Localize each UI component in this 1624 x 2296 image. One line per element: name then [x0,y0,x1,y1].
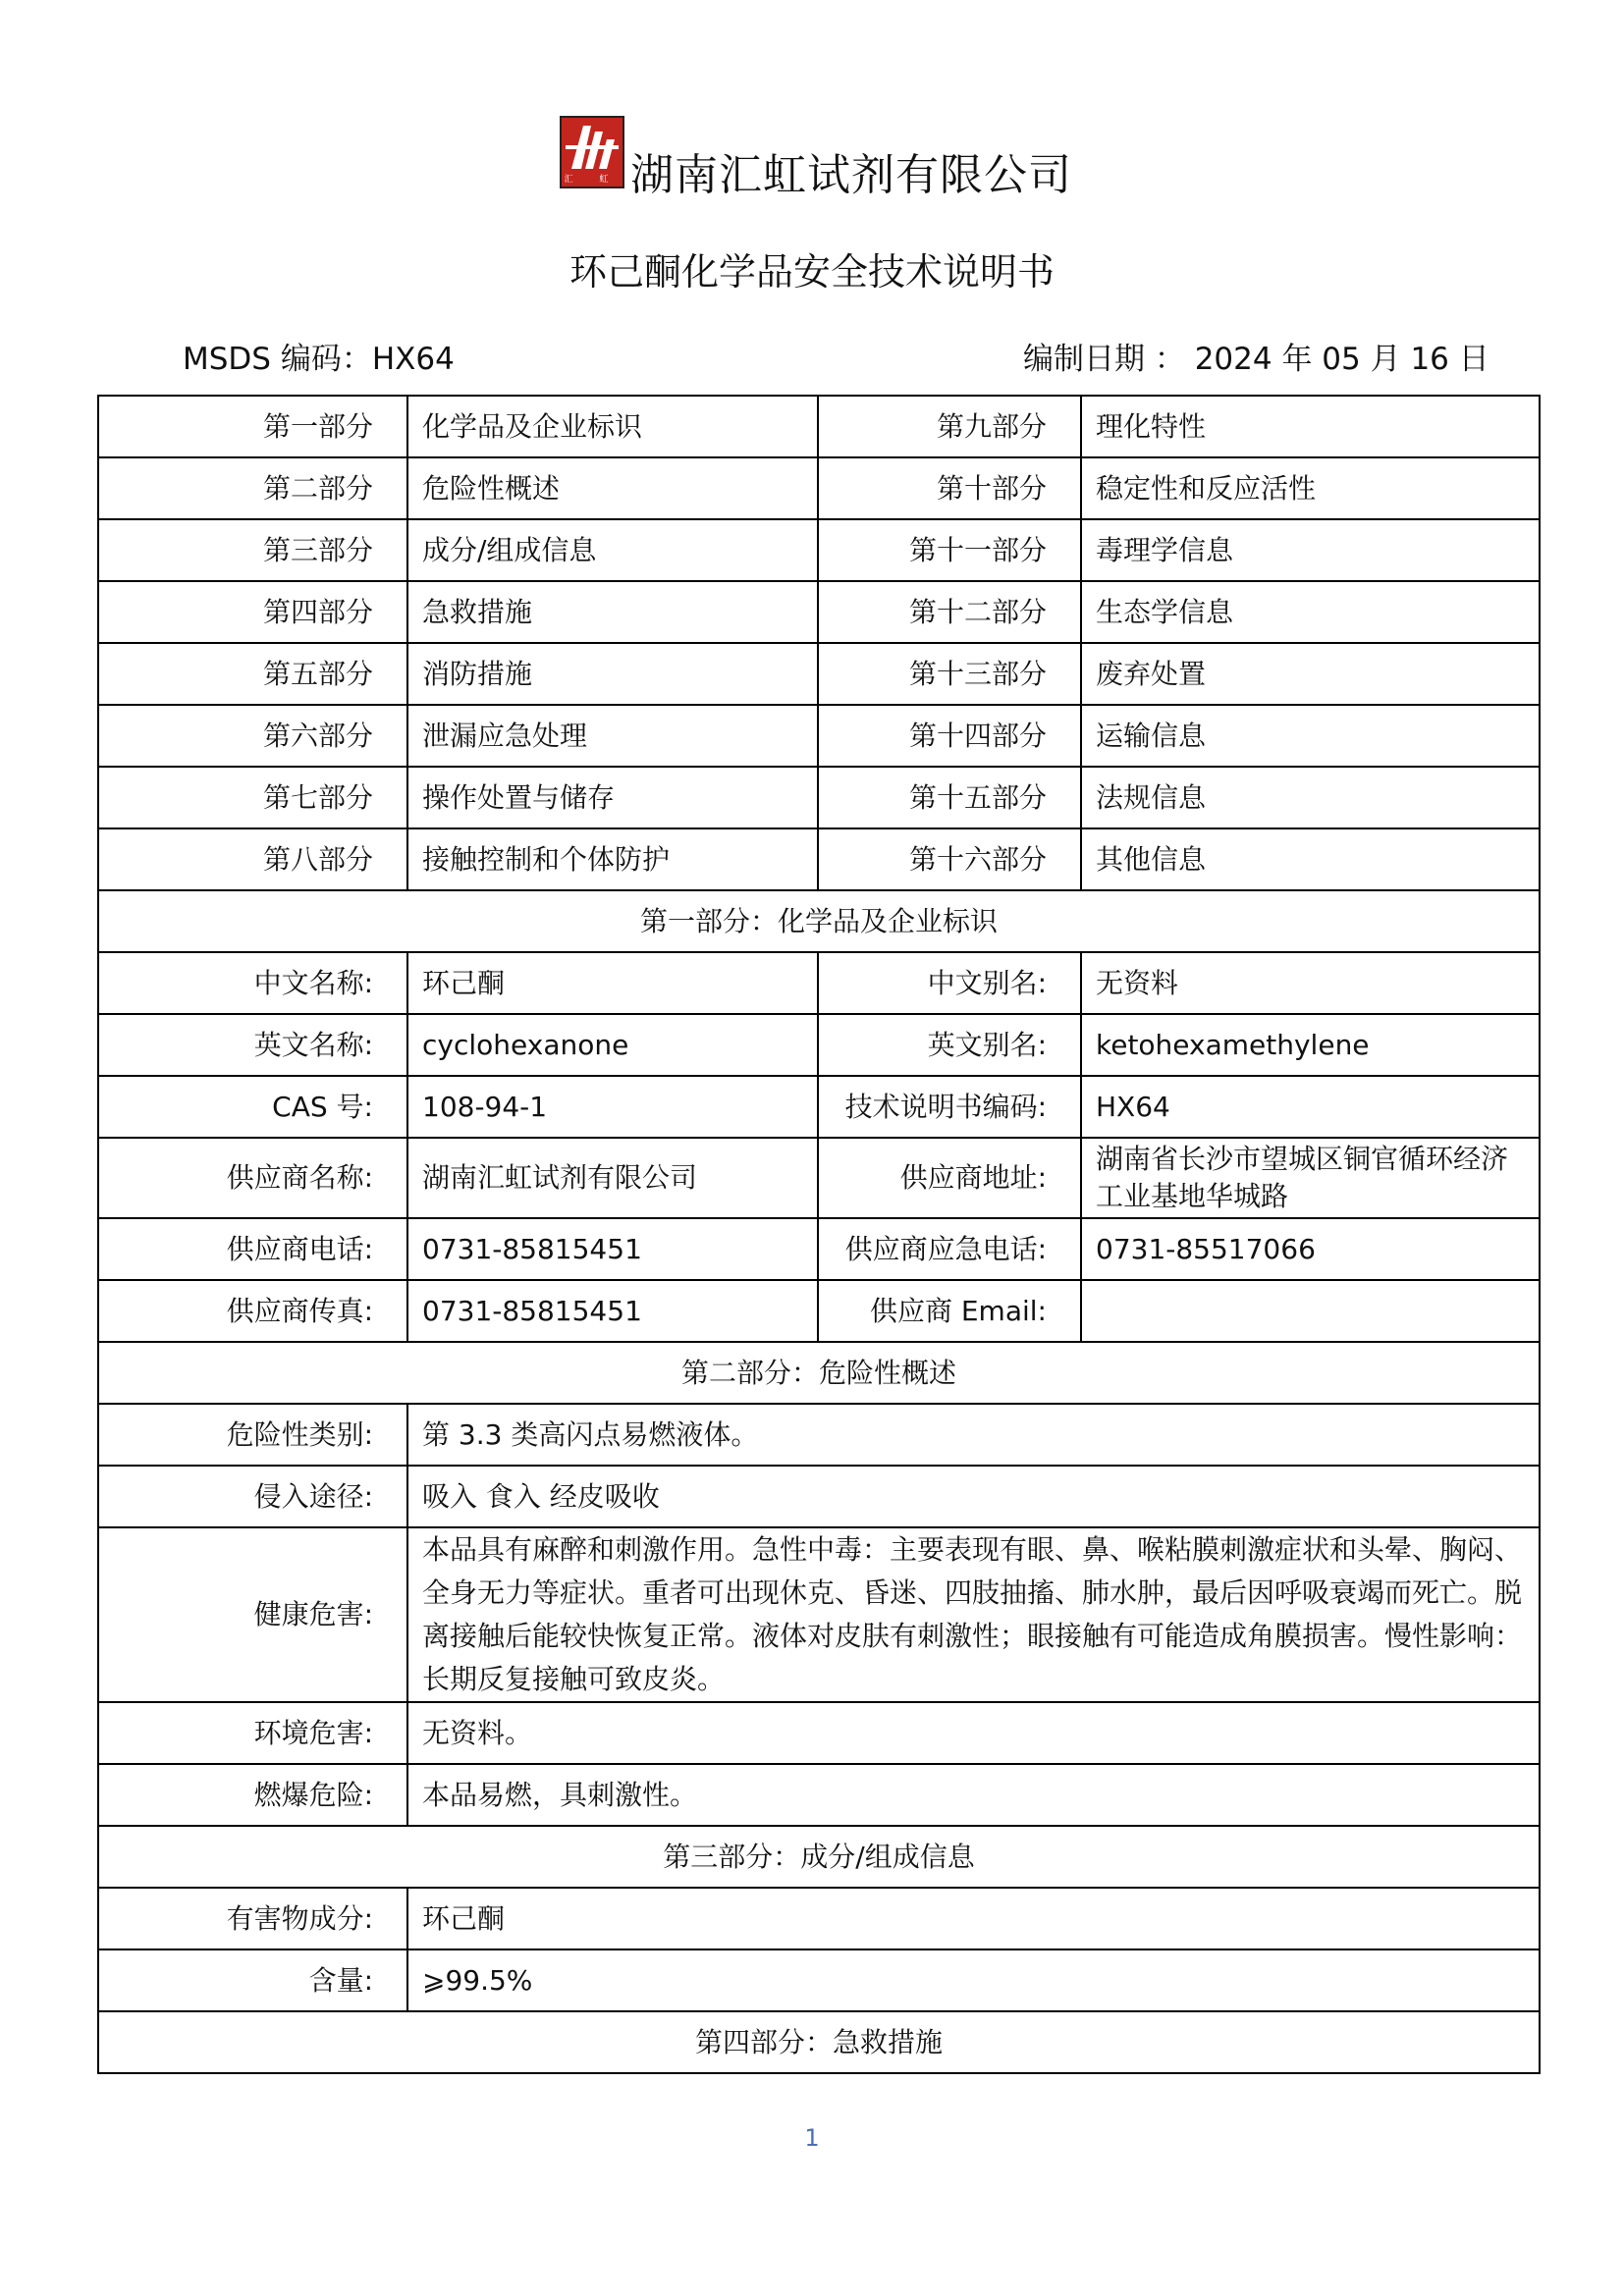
field-value: 无资料。 [407,1702,1540,1764]
toc-part-name: 废弃处置 [1081,643,1540,705]
field-label: 供应商 Email: [818,1280,1081,1342]
info-row [98,1076,1540,1138]
info-row [98,1949,1540,2011]
toc-part-number: 第十二部分 [818,581,1081,643]
logo-emblem-icon [562,118,623,173]
toc-part-number: 第十一部分 [818,519,1081,581]
toc-row [98,519,1540,581]
field-value: 吸入 食入 经皮吸收 [407,1466,1540,1527]
field-value: 第 3.3 类高闪点易燃液体。 [407,1404,1540,1466]
field-value: 0731-85815451 [407,1280,818,1342]
toc-row [98,828,1540,890]
field-label: 供应商应急电话: [818,1218,1081,1280]
toc-part-number: 第七部分 [98,767,407,828]
toc-part-number: 第十部分 [818,457,1081,519]
field-label: CAS 号: [98,1076,407,1138]
info-row [98,1404,1540,1466]
section-heading-row [98,2011,1540,2073]
field-label: 供应商名称: [98,1138,407,1218]
field-label: 危险性类别: [98,1404,407,1466]
section-heading-row [98,1826,1540,1888]
toc-part-name: 操作处置与储存 [407,767,818,828]
field-label: 侵入途径: [98,1466,407,1527]
toc-part-number: 第三部分 [98,519,407,581]
field-label: 健康危害: [98,1527,407,1702]
toc-part-number: 第十五部分 [818,767,1081,828]
info-row [98,1527,1540,1702]
field-label: 燃爆危险: [98,1764,407,1826]
field-value: 108-94-1 [407,1076,818,1138]
field-label: 中文名称: [98,952,407,1014]
field-value: 湖南汇虹试剂有限公司 [407,1138,818,1218]
toc-row [98,581,1540,643]
compile-date: 编制日期 ： 2024 年 05 月 16 日 [1023,342,1489,377]
field-value: 本品易燃，具刺激性。 [407,1764,1540,1826]
field-label: 供应商电话: [98,1218,407,1280]
company-name: 湖南汇虹试剂有限公司 [630,150,1072,200]
toc-part-name: 生态学信息 [1081,581,1540,643]
field-label: 英文名称: [98,1014,407,1076]
field-value [1081,1280,1540,1342]
toc-row [98,767,1540,828]
toc-part-number: 第十四部分 [818,705,1081,767]
info-row [98,952,1540,1014]
toc-part-name: 其他信息 [1081,828,1540,890]
field-label: 含量: [98,1949,407,2011]
toc-part-number: 第六部分 [98,705,407,767]
field-label: 供应商地址: [818,1138,1081,1218]
toc-row [98,396,1540,457]
toc-part-name: 消防措施 [407,643,818,705]
section-heading: 第二部分：危险性概述 [98,1342,1540,1404]
section-heading: 第一部分：化学品及企业标识 [98,890,1540,952]
toc-part-name: 成分/组成信息 [407,519,818,581]
field-value: 0731-85815451 [407,1218,818,1280]
toc-part-name: 泄漏应急处理 [407,705,818,767]
section-heading: 第三部分：成分/组成信息 [98,1826,1540,1888]
toc-part-number: 第九部分 [818,396,1081,457]
toc-part-number: 第十六部分 [818,828,1081,890]
field-label: 技术说明书编码: [818,1076,1081,1138]
toc-part-name: 毒理学信息 [1081,519,1540,581]
toc-part-name: 法规信息 [1081,767,1540,828]
page-number: 1 [804,2124,820,2152]
field-value: 0731-85517066 [1081,1218,1540,1280]
toc-part-name: 危险性概述 [407,457,818,519]
info-row [98,1764,1540,1826]
field-label: 中文别名: [818,952,1081,1014]
toc-part-number: 第五部分 [98,643,407,705]
toc-part-number: 第八部分 [98,828,407,890]
document-header [0,116,1624,204]
field-value: HX64 [1081,1076,1540,1138]
field-value: 环己酮 [407,952,818,1014]
supplier-address: 湖南省长沙市望城区铜官循环经济工业基地华城路 [1081,1138,1540,1218]
section-heading-row [98,890,1540,952]
health-hazard-text: 本品具有麻醉和刺激作用。急性中毒：主要表现有眼、鼻、喉粘膜刺激症状和头晕、胸闷、全身无力等症状。重者可出现休克、昏迷、四肢抽搐、肺水肿，最后因呼吸衰竭而死亡。脱离接触后能较快恢复正常。液体对皮肤有刺激性；眼接触有可能造成角膜损害。慢性影响：长期反复接触可致皮炎。 [407,1527,1540,1702]
toc-part-number: 第二部分 [98,457,407,519]
toc-part-number: 第四部分 [98,581,407,643]
field-value: 无资料 [1081,952,1540,1014]
toc-part-number: 第一部分 [98,396,407,457]
field-label: 供应商传真: [98,1280,407,1342]
toc-part-name: 接触控制和个体防护 [407,828,818,890]
toc-row [98,457,1540,519]
toc-part-number: 第十三部分 [818,643,1081,705]
field-label: 环境危害: [98,1702,407,1764]
logo-text: 汇 虹 [564,175,621,185]
field-value: ketohexamethylene [1081,1014,1540,1076]
info-row [98,1138,1540,1218]
msds-code: MSDS 编码：HX64 [183,342,455,377]
info-row [98,1280,1540,1342]
toc-part-name: 理化特性 [1081,396,1540,457]
section-heading-row [98,1342,1540,1404]
toc-row [98,643,1540,705]
info-row [98,1888,1540,1949]
msds-table [97,395,1541,2074]
toc-part-name: 稳定性和反应活性 [1081,457,1540,519]
section-heading: 第四部分：急救措施 [98,2011,1540,2073]
field-value: cyclohexanone [407,1014,818,1076]
document-title: 环己酮化学品安全技术说明书 [568,250,1055,294]
toc-part-name: 急救措施 [407,581,818,643]
field-label: 英文别名: [818,1014,1081,1076]
field-value: 环己酮 [407,1888,1540,1949]
info-row [98,1466,1540,1527]
field-value: ⩾99.5% [407,1949,1540,2011]
toc-part-name: 运输信息 [1081,705,1540,767]
info-row [98,1702,1540,1764]
field-label: 有害物成分: [98,1888,407,1949]
company-logo [560,116,624,188]
toc-row [98,705,1540,767]
toc-part-name: 化学品及企业标识 [407,396,818,457]
info-row [98,1218,1540,1280]
info-row [98,1014,1540,1076]
